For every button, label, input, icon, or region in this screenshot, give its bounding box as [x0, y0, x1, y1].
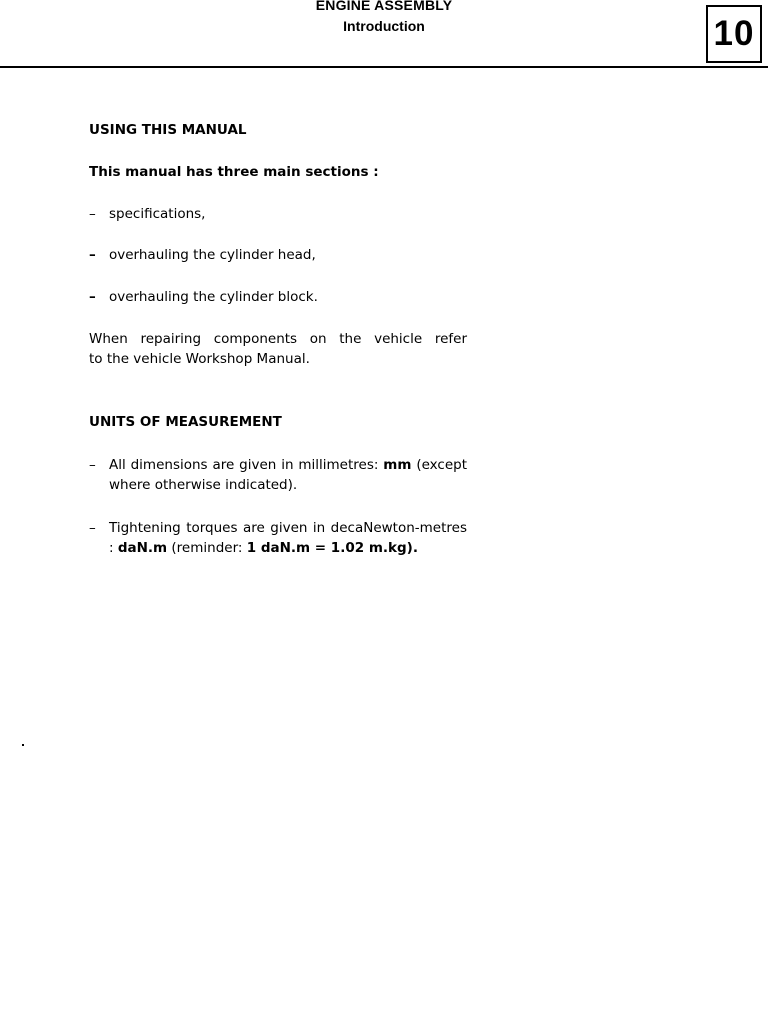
- scan-speck: [22, 744, 24, 746]
- list-dash: –: [89, 457, 96, 473]
- list-dash: –: [89, 247, 96, 263]
- list-item-text: [109, 455, 467, 495]
- using-manual-intro: This manual has three main sections :: [89, 164, 379, 180]
- list-item: [89, 455, 467, 495]
- torque-unit: daN.m: [117, 540, 168, 556]
- list-dash: –: [89, 289, 96, 305]
- page-subtitle: Introduction: [343, 18, 425, 34]
- list-dash: –: [89, 520, 96, 536]
- header-divider: [0, 66, 768, 68]
- page-title: ENGINE ASSEMBLY: [315, 0, 453, 13]
- units-heading: UNITS OF MEASUREMENT: [89, 414, 282, 430]
- workshop-note: [89, 329, 467, 369]
- list-item-text: specifications,: [109, 206, 206, 222]
- torque-prefix: Tightening torques are given in decaNewton-metres :: [109, 520, 467, 556]
- using-manual-heading: USING THIS MANUAL: [89, 122, 247, 138]
- dimension-unit: mm: [383, 457, 412, 473]
- dimension-suffix: (except where otherwise indicated).: [109, 457, 467, 493]
- list-item: [89, 518, 467, 558]
- list-dash: –: [89, 206, 96, 222]
- workshop-note-line-2: to the vehicle Workshop Manual.: [89, 351, 310, 367]
- list-item: [89, 204, 467, 224]
- list-item-text: [109, 518, 467, 558]
- list-item: [89, 287, 467, 307]
- dimension-prefix: All dimensions are given in millimetres:: [109, 457, 384, 473]
- torque-middle: (reminder:: [167, 540, 247, 556]
- section-number-badge: 10: [706, 5, 762, 63]
- torque-equation: 1 daN.m = 1.02 m.kg).: [246, 540, 418, 556]
- list-item-text: overhauling the cylinder head,: [109, 247, 316, 263]
- list-item: [89, 245, 467, 265]
- workshop-note-line-1: When repairing components on the vehicle refer: [89, 331, 467, 347]
- list-item-text: overhauling the cylinder block.: [109, 289, 318, 305]
